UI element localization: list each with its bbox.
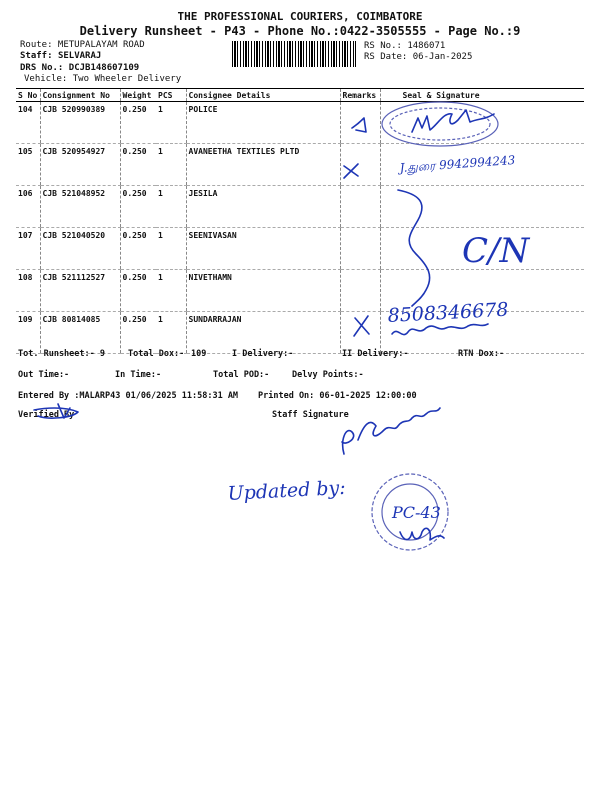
cell-consignment: CJB 80814085 [40, 312, 120, 354]
cell-sno: 106 [16, 186, 40, 228]
col-remarks: Remarks [340, 89, 380, 102]
runsheet-title: Delivery Runsheet - P43 - Phone No.:0422-3505555 - Page No.:9 [79, 24, 521, 38]
remark-cross-109 [354, 316, 369, 336]
cell-consignment: CJB 520990389 [40, 102, 120, 144]
cell-consignee: SUNDARRAJAN [186, 312, 340, 354]
rs-date: RS Date: 06-Jan-2025 [364, 52, 473, 62]
stamp-text: PC-43 [392, 503, 441, 522]
rs-number: RS No.: 1486071 [364, 41, 446, 51]
remark-cross-105 [344, 164, 358, 178]
col-weight: Weight [120, 89, 156, 102]
col-seal-signature: Seal & Signature [380, 89, 584, 102]
verified-by: Verified By [18, 410, 75, 420]
cell-consignment: CJB 521048952 [40, 186, 120, 228]
cell-pcs: 1 [156, 228, 186, 270]
seal-stamp [382, 102, 498, 146]
cell-sno: 105 [16, 144, 40, 186]
staff-signature-label: Staff Signature [272, 410, 349, 420]
total-dox-label: Total Dox:- [128, 349, 185, 359]
cell-pcs: 1 [156, 144, 186, 186]
col-consignment: Consignment No [40, 89, 120, 102]
printed-on: Printed On: 06-01-2025 12:00:00 [258, 391, 417, 401]
tot-runsheet: Tot. Runsheet:- 9 [18, 349, 105, 359]
cell-pcs: 1 [156, 312, 186, 354]
staff-signature [342, 408, 440, 454]
cell-weight: 0.250 [120, 186, 156, 228]
cell-consignee: AVANEETHA TEXTILES PLTD [186, 144, 340, 186]
cell-pcs: 1 [156, 270, 186, 312]
vehicle: Vehicle: Two Wheeler Delivery [24, 74, 182, 84]
cell-consignee: NIVETHAMN [186, 270, 340, 312]
cell-pcs: 1 [156, 102, 186, 144]
out-time: Out Time:- [18, 370, 70, 380]
delvy-points: Delvy Points:- [292, 370, 364, 380]
cell-pcs: 1 [156, 186, 186, 228]
cell-consignee: JESILA [186, 186, 340, 228]
col-pcs: PCS [156, 89, 186, 102]
cell-weight: 0.250 [120, 270, 156, 312]
signature-104 [412, 110, 494, 132]
cell-weight: 0.250 [120, 228, 156, 270]
drs-label: DRS No.: [20, 63, 64, 73]
entered-by: Entered By :MALARP43 01/06/2025 11:58:31 AM [18, 391, 239, 401]
remark-mark-104 [352, 118, 366, 132]
col-consignee: Consignee Details [186, 89, 340, 102]
cell-sno: 108 [16, 270, 40, 312]
updated-by-signature [400, 528, 444, 540]
i-delivery: I Delivery:- [232, 349, 294, 359]
cell-consignee: SEENIVASAN [186, 228, 340, 270]
total-dox-value: 109 [191, 349, 207, 359]
cell-sno: 109 [16, 312, 40, 354]
verified-initials [34, 404, 78, 418]
cell-weight: 0.250 [120, 102, 156, 144]
bracket-mark [398, 190, 430, 306]
ii-delivery: II Delivery:- [342, 349, 409, 359]
cell-sno: 107 [16, 228, 40, 270]
col-sno: S No [16, 89, 40, 102]
receiver-note-105: J.துரை 9942994243 [399, 152, 516, 175]
route: Route: METUPALAYAM ROAD [20, 40, 145, 50]
company-name: THE PROFESSIONAL COURIERS, COIMBATORE [177, 10, 423, 23]
cell-sno: 104 [16, 102, 40, 144]
cn-note-107: C/N [462, 231, 530, 271]
drs-value: DCJB148607109 [68, 63, 140, 73]
staff-label: Staff: [20, 51, 53, 61]
rtn-dox: RTN Dox:- [458, 349, 505, 359]
in-time: In Time:- [115, 370, 162, 380]
receiver-phone-109: 8508346678 [387, 298, 509, 327]
cell-weight: 0.250 [120, 144, 156, 186]
cell-consignee: POLICE [186, 102, 340, 144]
updated-by-note: Updated by: [227, 476, 347, 505]
cell-consignment: CJB 521040520 [40, 228, 120, 270]
total-pod: Total POD:- [213, 370, 270, 380]
cell-consignment: CJB 521112527 [40, 270, 120, 312]
cell-weight: 0.250 [120, 312, 156, 354]
staff-name: SELVARAJ [57, 51, 102, 61]
cell-consignment: CJB 520954927 [40, 144, 120, 186]
